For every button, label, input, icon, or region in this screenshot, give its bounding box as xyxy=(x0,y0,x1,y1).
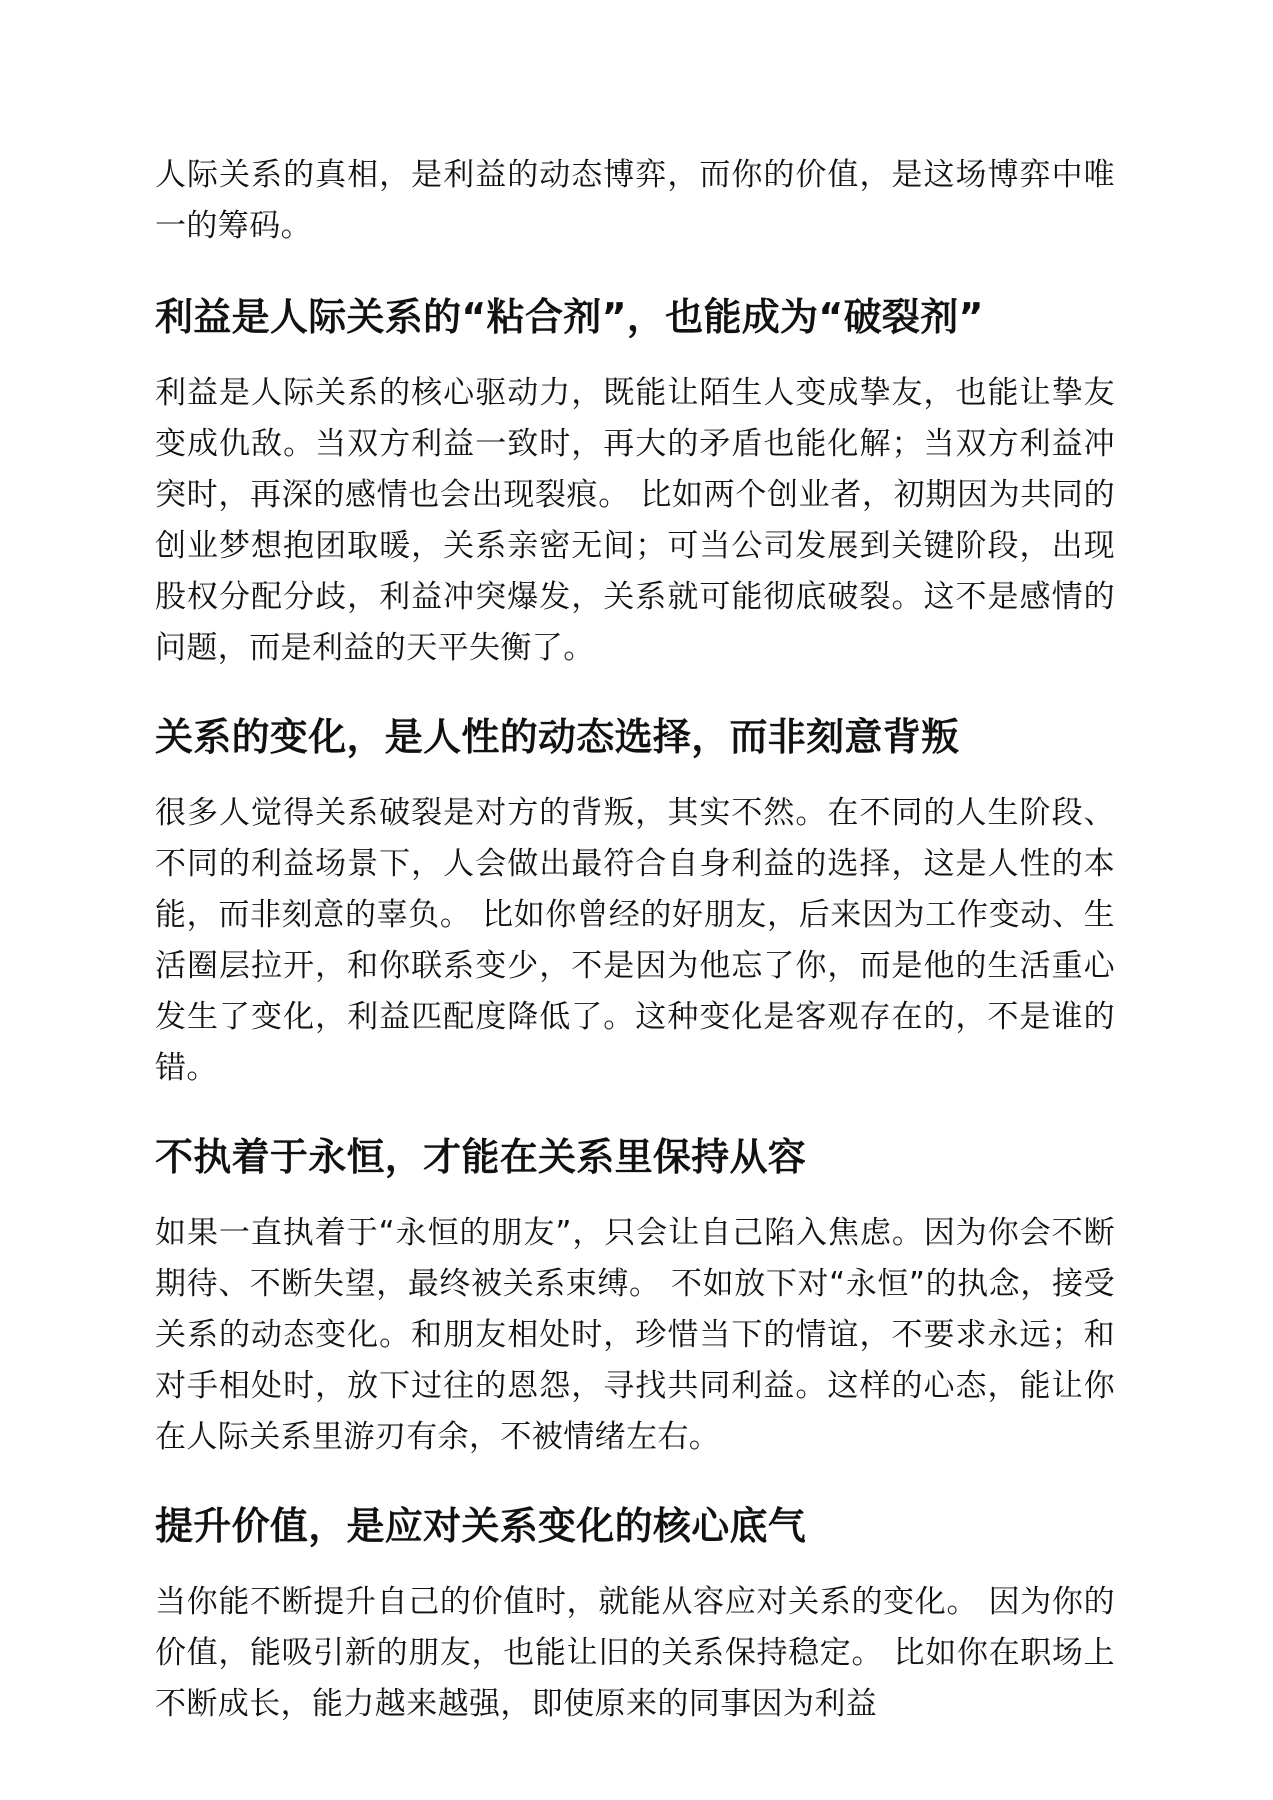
section-interest-glue xyxy=(155,290,1115,674)
section-relationship-change xyxy=(155,710,1115,1094)
section-not-eternal xyxy=(155,1130,1115,1463)
document-page xyxy=(155,150,1115,1766)
section-heading: 提升价值，是应对关系变化的核心底气 xyxy=(155,1504,807,1548)
intro-paragraph: 人际关系的真相，是利益的动态博弈，而你的价值，是这场博弈中唯一的筹码。 xyxy=(155,157,1115,244)
section-body: 当你能不断提升自己的价值时，就能从容应对关系的变化。 因为你的价值，能吸引新的朋友，也能让旧的关系保持稳定。 比如你在职场上不断成长，能力越来越强，即使原来的同事因为利益 xyxy=(155,1584,1115,1722)
section-raise-value xyxy=(155,1499,1115,1730)
section-heading: 利益是人际关系的“粘合剂”，也能成为“破裂剂” xyxy=(155,295,984,339)
section-body: 很多人觉得关系破裂是对方的背叛，其实不然。在不同的人生阶段、不同的利益场景下，人会做出最符合自身利益的选择，这是人性的本能，而非刻意的辜负。 比如你曾经的好朋友，后来因为工作变动、生活圈层拉开，和你联系变少，不是因为他忘了你，而是他的生活重心发生了变化，利益匹配度降低了。这种变化是客观存在的，不是谁的错。 xyxy=(155,795,1115,1086)
section-body: 如果一直执着于“永恒的朋友”，只会让自己陷入焦虑。因为你会不断期待、不断失望，最终被关系束缚。 不如放下对“永恒”的执念，接受关系的动态变化。和朋友相处时，珍惜当下的情谊，不要求永远；和对手相处时，放下过往的恩怨，寻找共同利益。这样的心态，能让你在人际关系里游刃有余，不被情绪左右。 xyxy=(155,1215,1115,1455)
section-heading: 关系的变化，是人性的动态选择，而非刻意背叛 xyxy=(155,715,960,759)
section-heading: 不执着于永恒，才能在关系里保持从容 xyxy=(155,1135,807,1179)
section-body: 利益是人际关系的核心驱动力，既能让陌生人变成挚友，也能让挚友变成仇敌。当双方利益一致时，再大的矛盾也能化解；当双方利益冲突时，再深的感情也会出现裂痕。 比如两个创业者，初期因为共同的创业梦想抱团取暖，关系亲密无间；可当公司发展到关键阶段，出现股权分配分歧，利益冲突爆发，关系就可能彻底破裂。这不是感情的问题，而是利益的天平失衡了。 xyxy=(155,375,1115,666)
